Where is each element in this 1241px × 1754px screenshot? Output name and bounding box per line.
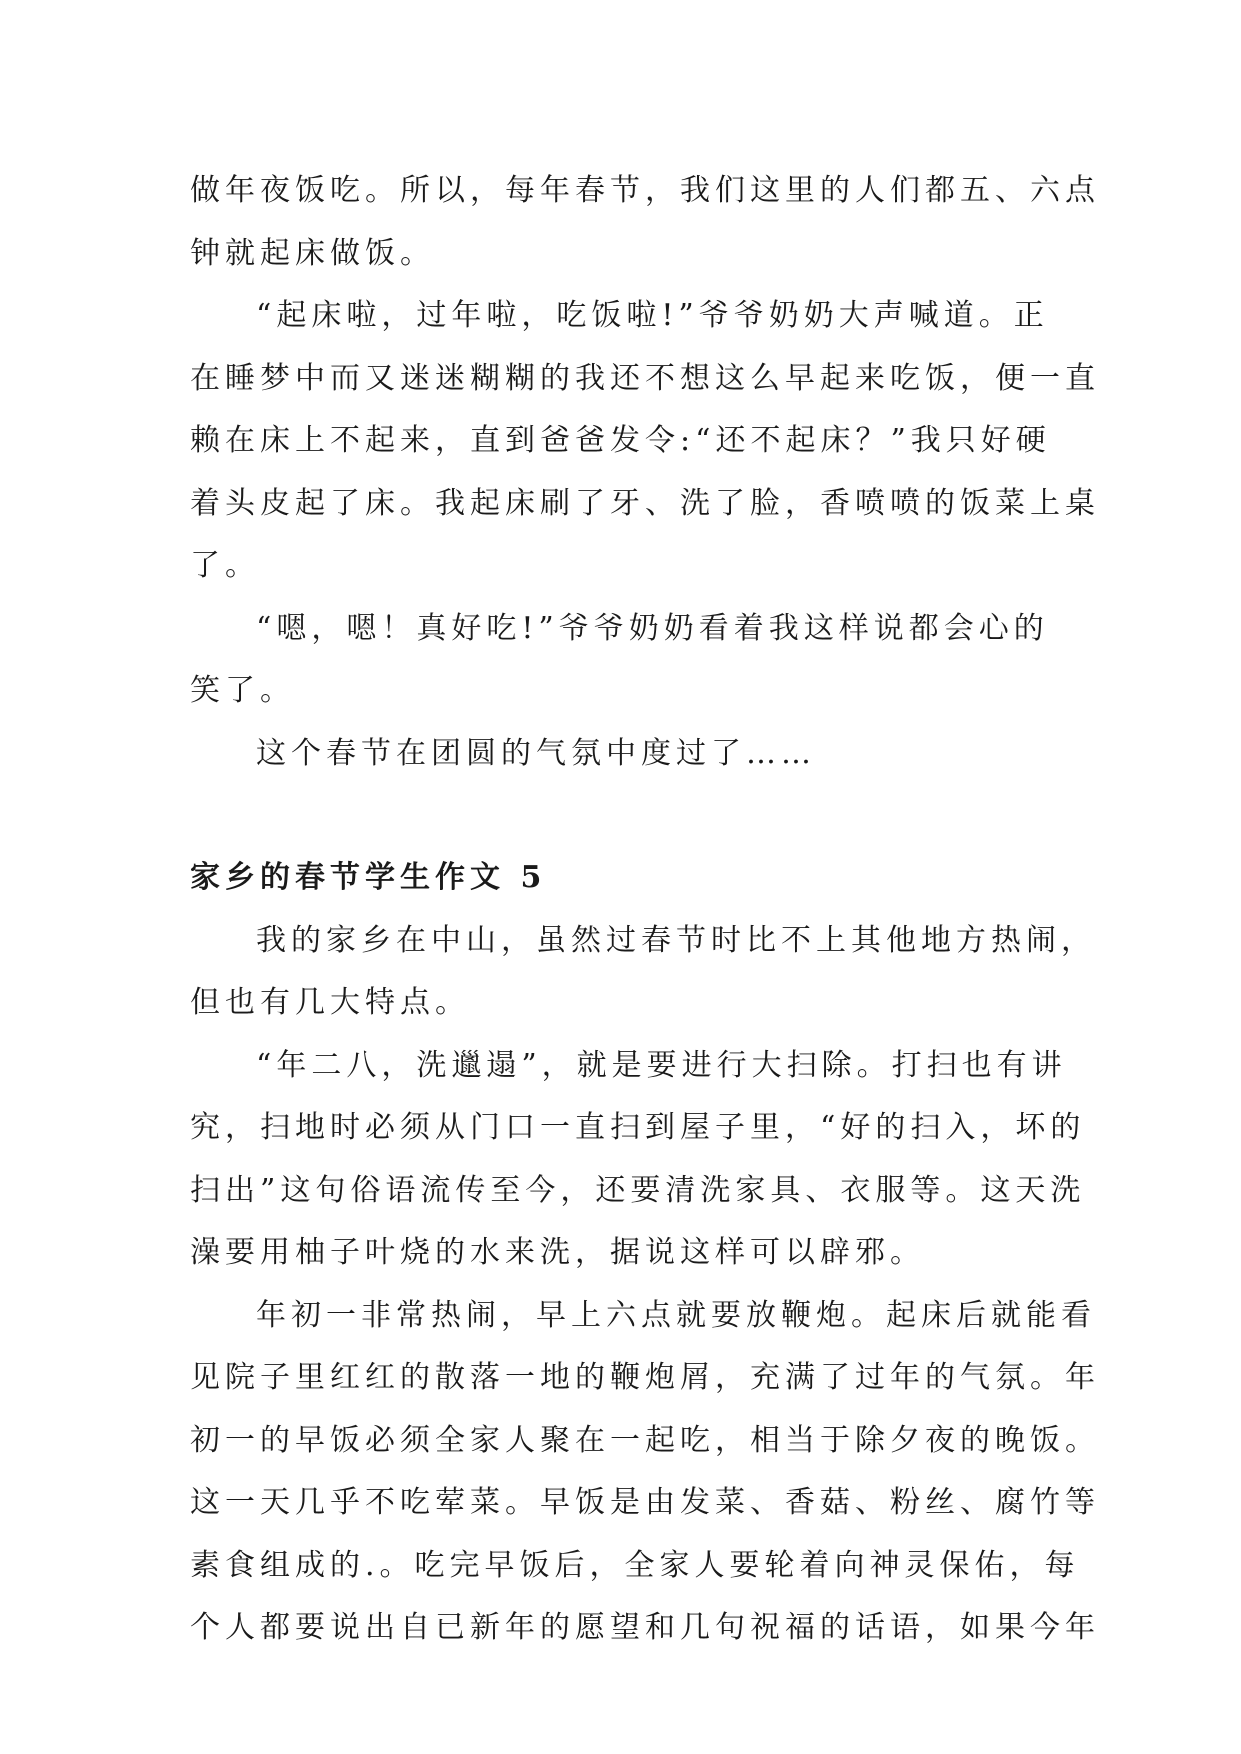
text-line: 见院子里红红的散落一地的鞭炮屑，充满了过年的气氛。年 (190, 1360, 1100, 1395)
text-line: 素食组成的.。吃完早饭后，全家人要轮着向神灵保佑，每 (190, 1547, 1080, 1583)
text-line: 做年夜饭吃。所以，每年春节，我们这里的人们都五、六点 (190, 173, 1100, 208)
text-line: 究，扫地时必须从门口一直扫到屋子里，“好的扫入，坏的 (190, 1110, 1086, 1145)
text-line: 扫出”这句俗语流传至今，还要清洗家具、衣服等。这天洗 (190, 1172, 1086, 1208)
text-line: 着头皮起了床。我起床刷了牙、洗了脸，香喷喷的饭菜上桌 (190, 485, 1100, 521)
text-line: “起床啦，过年啦，吃饭啦!”爷爷奶奶大声喊道。正 (256, 298, 1049, 333)
section-title: 家乡的春节学生作文 5 (190, 860, 547, 895)
paragraph (190, 910, 1096, 1035)
text-line: 了。 (190, 548, 260, 583)
text-line: 这个春节在团圆的气氛中度过了…… (256, 735, 816, 771)
document-page (190, 160, 1100, 1660)
paragraph (190, 160, 1100, 285)
text-line: 年初一非常热闹，早上六点就要放鞭炮。起床后就能看 (256, 1297, 1096, 1333)
text-line: 赖在床上不起来，直到爸爸发令:“还不起床？”我只好硬 (190, 423, 1051, 458)
text-line: 初一的早饭必须全家人聚在一起吃，相当于除夕夜的晚饭。 (190, 1422, 1100, 1458)
text-line: 澡要用柚子叶烧的水来洗，据说这样可以辟邪。 (190, 1235, 925, 1270)
text-line: 但也有几大特点。 (190, 985, 470, 1020)
text-line: “嗯，嗯！真好吃!”爷爷奶奶看着我这样说都会心的 (256, 610, 1049, 646)
paragraph (190, 285, 1100, 598)
paragraph (190, 723, 1060, 786)
text-line: 我的家乡在中山，虽然过春节时比不上其他地方热闹， (256, 922, 1096, 958)
text-line: 这一天几乎不吃荤菜。早饭是由发菜、香菇、粉丝、腐竹等 (190, 1485, 1100, 1520)
text-line: 笑了。 (190, 673, 295, 708)
text-line: “年二八，洗邋遢”，就是要进行大扫除。打扫也有讲 (256, 1047, 1067, 1083)
paragraph (190, 598, 1060, 723)
text-line: 在睡梦中而又迷迷糊糊的我还不想这么早起来吃饭，便一直 (190, 360, 1100, 396)
paragraph (190, 1285, 1100, 1660)
text-line: 个人都要说出自已新年的愿望和几句祝福的话语，如果今年 (190, 1610, 1100, 1645)
text-line: 钟就起床做饭。 (190, 235, 435, 271)
paragraph (190, 1035, 1086, 1285)
